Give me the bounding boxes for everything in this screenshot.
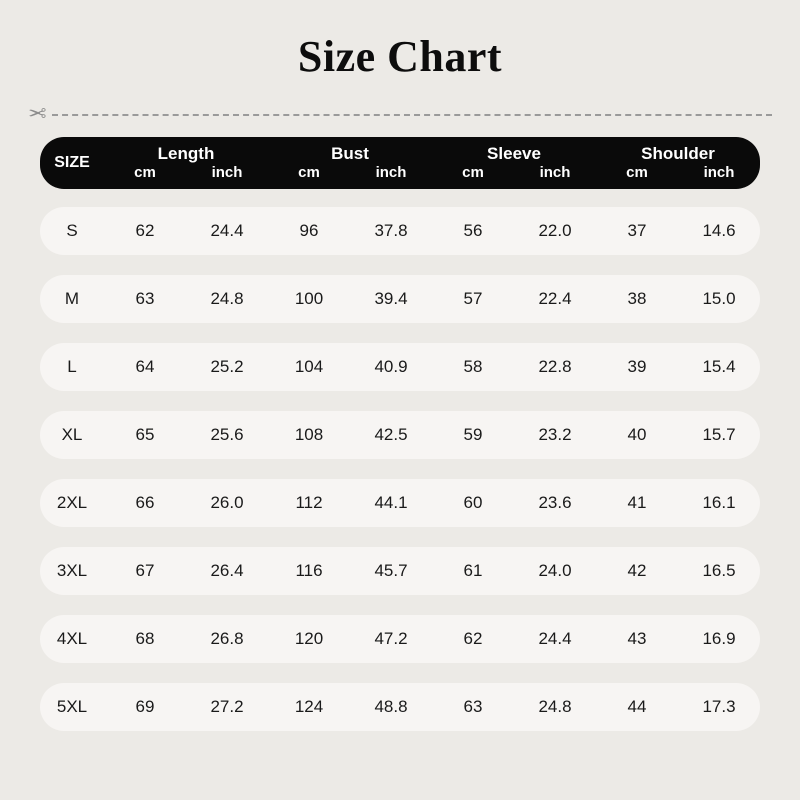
row-group-sleeve <box>432 493 596 513</box>
row-size: 5XL <box>56 697 88 717</box>
cell-shoulder-cm: 39 <box>627 357 647 377</box>
cell-bust-cm: 96 <box>299 221 319 241</box>
row-group-bust <box>268 629 432 649</box>
cell-shoulder-cm: 44 <box>627 697 647 717</box>
cut-line <box>0 97 800 131</box>
row-group-shoulder <box>596 221 760 241</box>
table-row <box>40 547 760 595</box>
header-unit-inch: inch <box>703 164 735 182</box>
row-group-sleeve <box>432 697 596 717</box>
row-size: S <box>66 221 78 241</box>
cell-length-inch: 24.8 <box>210 289 244 309</box>
row-group-bust <box>268 697 432 717</box>
cell-shoulder-cm: 41 <box>627 493 647 513</box>
cell-bust-inch: 42.5 <box>374 425 408 445</box>
header-unit-cm: cm <box>462 164 484 182</box>
table-row <box>40 343 760 391</box>
cell-sleeve-inch: 24.0 <box>538 561 572 581</box>
row-group-length <box>104 493 268 513</box>
row-size: 3XL <box>56 561 88 581</box>
cell-length-inch: 25.6 <box>210 425 244 445</box>
cell-length-cm: 68 <box>135 629 155 649</box>
cell-sleeve-cm: 61 <box>463 561 483 581</box>
row-group-bust <box>268 221 432 241</box>
cell-length-cm: 63 <box>135 289 155 309</box>
cell-sleeve-inch: 23.6 <box>538 493 572 513</box>
header-unit-cm: cm <box>134 164 156 182</box>
header-group-label: Shoulder <box>641 144 715 164</box>
row-group-sleeve <box>432 221 596 241</box>
row-group-length <box>104 425 268 445</box>
cell-sleeve-cm: 59 <box>463 425 483 445</box>
cell-shoulder-inch: 17.3 <box>702 697 736 717</box>
cell-length-inch: 27.2 <box>210 697 244 717</box>
cell-length-inch: 25.2 <box>210 357 244 377</box>
cell-length-cm: 64 <box>135 357 155 377</box>
cell-sleeve-inch: 22.4 <box>538 289 572 309</box>
cell-length-inch: 26.0 <box>210 493 244 513</box>
row-group-bust <box>268 357 432 377</box>
row-group-length <box>104 561 268 581</box>
cell-length-inch: 26.4 <box>210 561 244 581</box>
cell-bust-cm: 112 <box>295 493 323 513</box>
row-group-sleeve <box>432 629 596 649</box>
header-unit-cm: cm <box>298 164 320 182</box>
header-group-label: Bust <box>331 144 369 164</box>
cell-sleeve-cm: 58 <box>463 357 483 377</box>
cell-bust-inch: 47.2 <box>374 629 408 649</box>
header-group-shoulder <box>596 145 760 181</box>
row-group-shoulder <box>596 357 760 377</box>
row-size: M <box>64 289 80 309</box>
cell-shoulder-inch: 15.0 <box>702 289 736 309</box>
page-title: Size Chart <box>297 32 503 81</box>
cell-shoulder-cm: 43 <box>627 629 647 649</box>
scissors-icon: ✂ <box>28 101 47 127</box>
cell-bust-cm: 100 <box>294 289 324 309</box>
table-header-row <box>40 137 760 189</box>
row-group-shoulder <box>596 289 760 309</box>
header-group-bust <box>268 145 432 181</box>
header-group-label: Length <box>157 144 215 164</box>
cell-bust-cm: 108 <box>294 425 324 445</box>
header-unit-inch: inch <box>539 164 571 182</box>
row-group-sleeve <box>432 357 596 377</box>
cell-bust-cm: 104 <box>294 357 324 377</box>
cell-sleeve-cm: 60 <box>463 493 483 513</box>
row-group-shoulder <box>596 697 760 717</box>
cell-bust-cm: 124 <box>294 697 324 717</box>
table-row <box>40 207 760 255</box>
cell-bust-inch: 39.4 <box>374 289 408 309</box>
row-group-sleeve <box>432 289 596 309</box>
row-group-length <box>104 357 268 377</box>
cell-shoulder-inch: 14.6 <box>702 221 736 241</box>
cell-sleeve-cm: 62 <box>463 629 483 649</box>
row-group-sleeve <box>432 425 596 445</box>
cell-shoulder-inch: 16.9 <box>702 629 736 649</box>
row-group-length <box>104 221 268 241</box>
table-row <box>40 411 760 459</box>
row-group-bust <box>268 289 432 309</box>
header-group-length <box>104 145 268 181</box>
cell-bust-inch: 45.7 <box>374 561 408 581</box>
table-row <box>40 615 760 663</box>
cell-sleeve-inch: 22.0 <box>538 221 572 241</box>
cell-shoulder-cm: 37 <box>627 221 647 241</box>
row-size: L <box>67 357 77 377</box>
cell-bust-cm: 116 <box>295 561 323 581</box>
cell-sleeve-inch: 24.8 <box>538 697 572 717</box>
cell-shoulder-cm: 38 <box>627 289 647 309</box>
row-size: XL <box>61 425 83 445</box>
row-group-bust <box>268 493 432 513</box>
cell-length-cm: 69 <box>135 697 155 717</box>
cell-length-cm: 65 <box>135 425 155 445</box>
header-size: SIZE <box>54 154 90 172</box>
cell-sleeve-inch: 22.8 <box>538 357 572 377</box>
table-row <box>40 683 760 731</box>
cell-sleeve-inch: 24.4 <box>538 629 572 649</box>
row-group-shoulder <box>596 561 760 581</box>
cell-shoulder-cm: 42 <box>627 561 647 581</box>
cell-length-cm: 66 <box>135 493 155 513</box>
cell-bust-inch: 37.8 <box>374 221 408 241</box>
header-group-sleeve <box>432 145 596 181</box>
cell-shoulder-inch: 15.4 <box>702 357 736 377</box>
dashed-divider <box>52 114 772 116</box>
cell-sleeve-cm: 56 <box>463 221 483 241</box>
row-group-length <box>104 289 268 309</box>
row-group-bust <box>268 425 432 445</box>
row-size: 2XL <box>56 493 88 513</box>
cell-bust-cm: 120 <box>294 629 324 649</box>
row-group-bust <box>268 561 432 581</box>
header-unit-inch: inch <box>211 164 243 182</box>
cell-length-cm: 67 <box>135 561 155 581</box>
cell-sleeve-cm: 57 <box>463 289 483 309</box>
cell-bust-inch: 48.8 <box>374 697 408 717</box>
row-group-shoulder <box>596 629 760 649</box>
row-group-length <box>104 629 268 649</box>
cell-shoulder-cm: 40 <box>627 425 647 445</box>
row-group-sleeve <box>432 561 596 581</box>
size-table <box>0 137 800 731</box>
table-row <box>40 479 760 527</box>
row-group-length <box>104 697 268 717</box>
cell-sleeve-inch: 23.2 <box>538 425 572 445</box>
header-group-label: Sleeve <box>487 144 541 164</box>
cell-bust-inch: 44.1 <box>374 493 408 513</box>
cell-sleeve-cm: 63 <box>463 697 483 717</box>
cell-shoulder-inch: 15.7 <box>702 425 736 445</box>
cell-shoulder-inch: 16.5 <box>702 561 736 581</box>
cell-length-inch: 24.4 <box>210 221 244 241</box>
header-unit-inch: inch <box>375 164 407 182</box>
table-row <box>40 275 760 323</box>
row-size: 4XL <box>56 629 88 649</box>
header-unit-cm: cm <box>626 164 648 182</box>
cell-shoulder-inch: 16.1 <box>702 493 736 513</box>
cell-length-cm: 62 <box>135 221 155 241</box>
row-group-shoulder <box>596 425 760 445</box>
row-group-shoulder <box>596 493 760 513</box>
cell-bust-inch: 40.9 <box>374 357 408 377</box>
cell-length-inch: 26.8 <box>210 629 244 649</box>
